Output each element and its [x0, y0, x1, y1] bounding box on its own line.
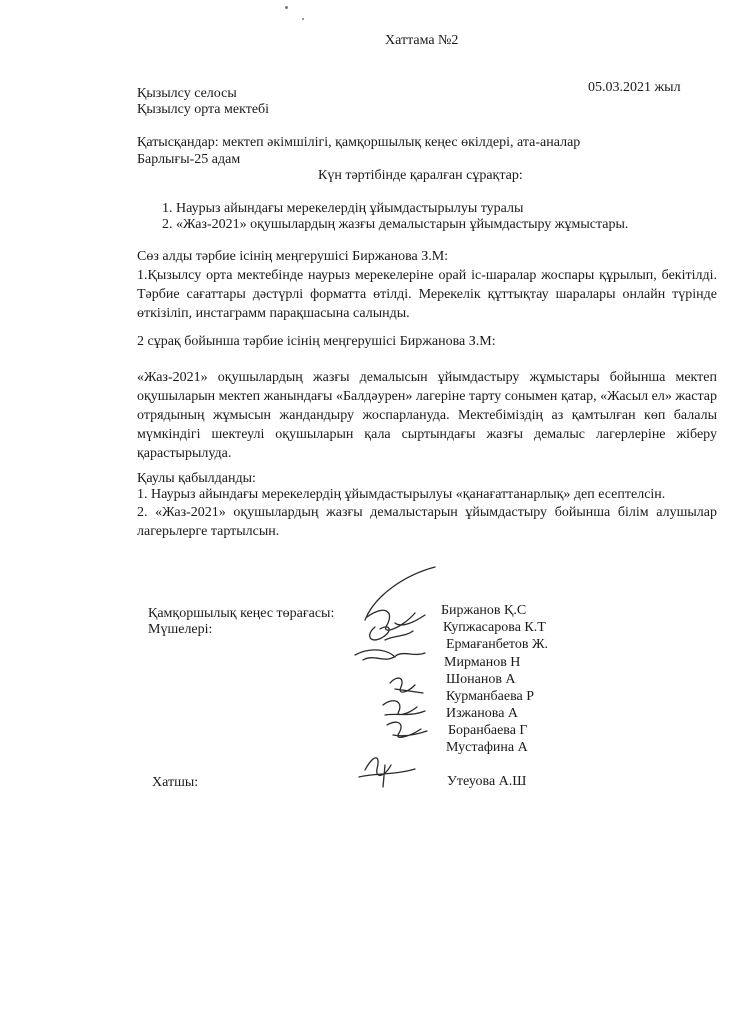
member-name: Боранбаева Г — [448, 723, 528, 738]
place-school: Қызылсу орта мектебі — [137, 102, 270, 117]
speech-one: 1.Қызылсу орта мектебінде наурыз мерекелеріне орай іс-шаралар жоспары құрылып, бекітілді. Тәрбие сағаттары дәстүрлі форматта өтілді. Мерекелік құттықтау шаралары онлайн түрінде өткізіліп, инстаграмм парақшасына салынды. — [137, 268, 717, 321]
resolution-item: 1. Наурыз айындағы мерекелердің ұйымдастырылуы «қанағаттанарлық» деп есептелсін. — [137, 487, 666, 502]
agenda-title: Күн тәртібінде қаралған сұрақтар: — [318, 168, 523, 183]
member-name: Шонанов А — [446, 672, 516, 687]
document-title: Хаттама №2 — [385, 33, 459, 48]
member-name: Изжанова А — [446, 706, 519, 721]
chair-label: Қамқоршылық кеңес төрағасы: — [148, 606, 335, 621]
chair-name: Биржанов Қ.С — [441, 603, 527, 618]
scan-speck — [285, 6, 288, 9]
resolution-title: Қаулы қабылданды: — [137, 471, 256, 486]
member-name: Мирманов Н — [444, 655, 521, 670]
member-name: Курманбаева Р — [446, 689, 535, 704]
secretary-name: Утеуова А.Ш — [447, 774, 527, 789]
speech-two: «Жаз-2021» оқушылардың жазғы демалысын ұйымдастыру жұмыстары бойынша мектеп оқушыларын мектеп жанындағы «Балдәурен» лагеріне тарту сонымен қатар, «Жасыл ел» жастар отрядының жұмысын жандандыру жоспарлануда. Мектебіміздің аз қамтылған көп балалы мүмкіндігі шектеулі оқушыларын қала сыртындағы жазғы демалыс лагерлеріне жіберу қарастырылуда. — [137, 370, 717, 461]
handwritten-signatures — [335, 565, 455, 805]
agenda-item: 2. «Жаз-2021» оқушылардың жазғы демалыстарын ұйымдастыру жұмыстары. — [162, 217, 629, 232]
participants-line: Қатысқандар: мектеп әкімшілігі, қамқоршылық кеңес өкілдері, ата-аналар — [137, 135, 581, 150]
resolution-item: 2. «Жаз-2021» оқушылардың жазғы демалыстарын ұйымдастыру бойынша білім алушылар лагерьлерге тартылсын. — [137, 505, 717, 539]
member-name: Купжасарова К.Т — [443, 620, 546, 635]
agenda-item: 1. Наурыз айындағы мерекелердің ұйымдастырылуы туралы — [162, 201, 524, 216]
member-name: Мустафина А — [446, 740, 528, 755]
members-label: Мүшелері: — [148, 622, 213, 637]
scan-speck — [302, 18, 304, 20]
speaker-two: 2 сұрақ бойынша тәрбие ісінің меңгерушісі Биржанова З.М: — [137, 334, 496, 349]
total-attendance: Барлығы-25 адам — [137, 152, 241, 167]
chair-signature — [365, 567, 435, 630]
document-date: 05.03.2021 жыл — [588, 80, 681, 95]
member-name: Ермағанбетов Ж. — [446, 637, 549, 652]
place-village: Қызылсу селосы — [137, 86, 237, 101]
secretary-signature — [359, 758, 415, 787]
speaker-one: Сөз алды тәрбие ісінің меңгерушісі Биржанова З.М: — [137, 249, 449, 264]
secretary-label: Хатшы: — [152, 775, 199, 790]
